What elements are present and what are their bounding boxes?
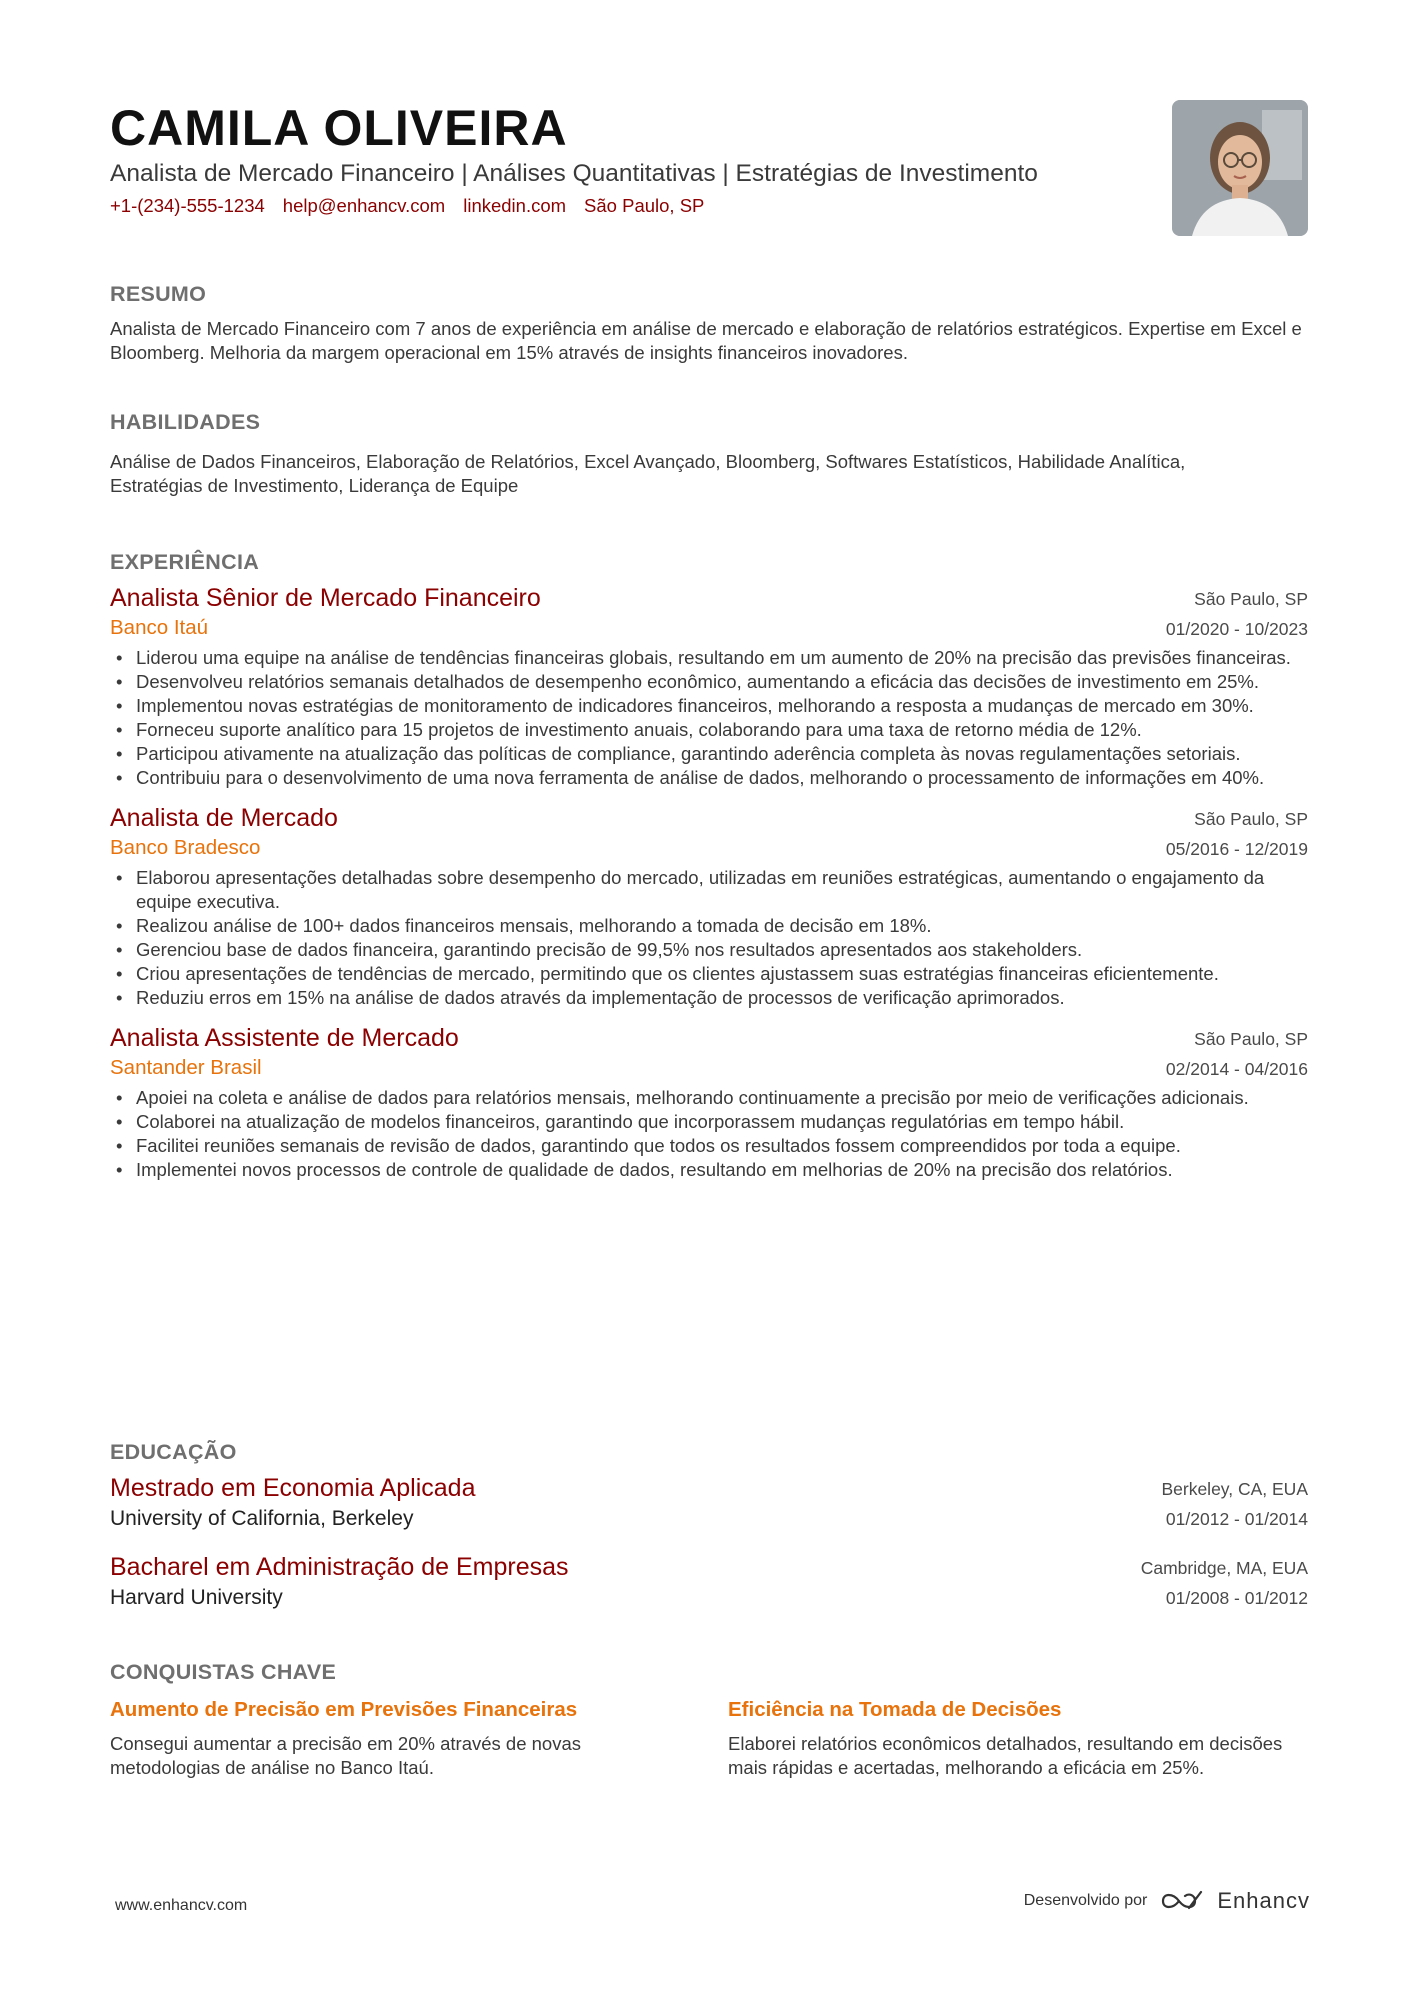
section-title-skills: HABILIDADES — [110, 410, 261, 434]
school-name: Harvard University — [110, 1586, 283, 1609]
bullet-item: • Contribuiu para o desenvolvimento de uma nova ferramenta de análise de dados, melhorando o processamento de informações em 40%. — [110, 766, 1308, 790]
job-title: Analista Assistente de Mercado — [110, 1024, 459, 1052]
job-entry — [110, 802, 1308, 1010]
job-bullets — [110, 866, 1308, 1010]
achievements-section — [110, 1658, 1308, 1780]
job-company: Banco Bradesco — [110, 836, 261, 859]
candidate-name: CAMILA OLIVEIRA — [110, 100, 568, 156]
achievement-item — [728, 1696, 1308, 1780]
degree-title: Mestrado em Economia Aplicada — [110, 1474, 476, 1502]
job-meta — [1166, 804, 1308, 864]
bullet-item: • Gerenciou base de dados financeira, garantindo precisão de 99,5% nos resultados apresentados aos stakeholders. — [110, 938, 1308, 962]
bullet-item: • Criou apresentações de tendências de mercado, permitindo que os clientes ajustassem suas estratégias financeiras eficientemente. — [110, 962, 1308, 986]
contact-info — [110, 195, 1308, 217]
headline: Analista de Mercado Financeiro | Análises Quantitativas | Estratégias de Investimento — [110, 160, 1038, 187]
bullet-item: • Apoiei na coleta e análise de dados para relatórios mensais, melhorando continuamente a precisão por meio de verificações adicionais. — [110, 1086, 1308, 1110]
education-entry — [110, 1472, 1308, 1533]
bullet-item: • Desenvolveu relatórios semanais detalhados de desempenho econômico, aumentando a eficácia das decisões de investimento em 25%. — [110, 670, 1308, 694]
skills-text: Análise de Dados Financeiros, Elaboração de Relatórios, Excel Avançado, Bloomberg, Softwares Estatísticos, Habilidade Analítica, Estratégias de Investimento, Liderança de Equipe — [110, 451, 1186, 496]
achievements-grid — [110, 1696, 1308, 1780]
section-title-achievements: CONQUISTAS CHAVE — [110, 1660, 337, 1684]
job-bullets — [110, 646, 1308, 790]
job-entry — [110, 582, 1308, 790]
footer-branding — [1024, 1888, 1310, 1914]
job-company: Santander Brasil — [110, 1056, 262, 1079]
achievement-title: Aumento de Precisão em Previsões Financeiras — [110, 1698, 578, 1721]
experience-section — [110, 548, 1308, 1182]
bullet-item: • Facilitei reuniões semanais de revisão de dados, garantindo que todos os resultados fossem compreendidos por toda a equipe. — [110, 1134, 1308, 1158]
bullet-item: • Implementei novos processos de controle de qualidade de dados, resultando em melhorias de 20% na precisão dos relatórios. — [110, 1158, 1308, 1182]
achievement-description: Elaborei relatórios econômicos detalhados, resultando em decisões mais rápidas e acertadas, melhorando a eficácia em 25%. — [728, 1733, 1283, 1778]
job-location: São Paulo, SP — [1194, 589, 1308, 609]
achievement-item — [110, 1696, 728, 1780]
job-dates: 05/2016 - 12/2019 — [1165, 839, 1308, 859]
bullet-item: • Forneceu suporte analítico para 15 projetos de investimento anuais, colaborando para uma taxa de retorno média de 12%. — [110, 718, 1308, 742]
summary-text: Analista de Mercado Financeiro com 7 anos de experiência em análise de mercado e elaboração de relatórios estratégicos. Expertise em Excel e Bloomberg. Melhoria da margem operacional em 15% através de insights financeiros inovadores. — [110, 318, 1302, 363]
section-title-experience: EXPERIÊNCIA — [110, 550, 260, 574]
portrait-image — [1172, 100, 1308, 236]
summary-section — [110, 280, 1308, 365]
resume-header — [110, 100, 1308, 217]
job-bullets — [110, 1086, 1308, 1182]
education-dates: 01/2008 - 01/2012 — [1165, 1588, 1308, 1608]
phone-link[interactable]: +1-(234)-555-1234 — [110, 195, 265, 216]
linkedin-link[interactable]: linkedin.com — [463, 195, 567, 216]
degree-title: Bacharel em Administração de Empresas — [110, 1553, 569, 1581]
job-company: Banco Itaú — [110, 616, 209, 639]
enhancv-logo-icon — [1159, 1888, 1205, 1914]
school-name: University of California, Berkeley — [110, 1507, 414, 1530]
achievement-title: Eficiência na Tomada de Decisões — [728, 1698, 1062, 1721]
job-title: Analista de Mercado — [110, 804, 338, 832]
bullet-item: • Participou ativamente na atualização das políticas de compliance, garantindo aderência completa às novas regulamentações setoriais. — [110, 742, 1308, 766]
education-location: Berkeley, CA, EUA — [1161, 1479, 1308, 1499]
achievement-description: Consegui aumentar a precisão em 20% através de novas metodologias de análise no Banco Itaú. — [110, 1733, 581, 1778]
education-meta — [1141, 1553, 1308, 1613]
bullet-item: • Implementou novas estratégias de monitoramento de indicadores financeiros, melhorando a resposta a mudanças de mercado em 30%. — [110, 694, 1308, 718]
education-dates: 01/2012 - 01/2014 — [1165, 1509, 1308, 1529]
section-title-education: EDUCAÇÃO — [110, 1440, 237, 1464]
job-title: Analista Sênior de Mercado Financeiro — [110, 584, 541, 612]
education-entry — [110, 1551, 1308, 1612]
education-meta — [1161, 1474, 1308, 1534]
skills-section — [110, 408, 1308, 498]
job-meta — [1166, 584, 1308, 644]
bullet-item: • Liderou uma equipe na análise de tendências financeiras globais, resultando em um aumento de 20% na precisão das previsões financeiras. — [110, 646, 1308, 670]
footer-website[interactable]: www.enhancv.com — [115, 1897, 248, 1914]
bullet-item: • Reduziu erros em 15% na análise de dados através da implementação de processos de verificação aprimorados. — [110, 986, 1308, 1010]
job-entry — [110, 1022, 1308, 1182]
location-text: São Paulo, SP — [584, 195, 705, 216]
brand-name: Enhancv — [1217, 1888, 1310, 1913]
job-dates: 01/2020 - 10/2023 — [1165, 619, 1308, 639]
job-location: São Paulo, SP — [1194, 1029, 1308, 1049]
email-link[interactable]: help@enhancv.com — [282, 195, 446, 216]
job-dates: 02/2014 - 04/2016 — [1165, 1059, 1308, 1079]
education-section — [110, 1438, 1308, 1612]
job-location: São Paulo, SP — [1194, 809, 1308, 829]
bullet-item: • Realizou análise de 100+ dados financeiros mensais, melhorando a tomada de decisão em 18%. — [110, 914, 1308, 938]
bullet-item: • Elaborou apresentações detalhadas sobre desempenho do mercado, utilizadas em reuniões estratégicas, aumentando o engajamento da equipe executiva. — [110, 866, 1308, 914]
job-meta — [1166, 1024, 1308, 1084]
profile-photo — [1172, 100, 1308, 236]
bullet-item: • Colaborei na atualização de modelos financeiros, garantindo que incorporassem mudanças regulatórias em tempo hábil. — [110, 1110, 1308, 1134]
education-location: Cambridge, MA, EUA — [1140, 1558, 1308, 1578]
section-title-summary: RESUMO — [110, 282, 207, 306]
powered-by-text: Desenvolvido por — [1023, 1892, 1148, 1909]
